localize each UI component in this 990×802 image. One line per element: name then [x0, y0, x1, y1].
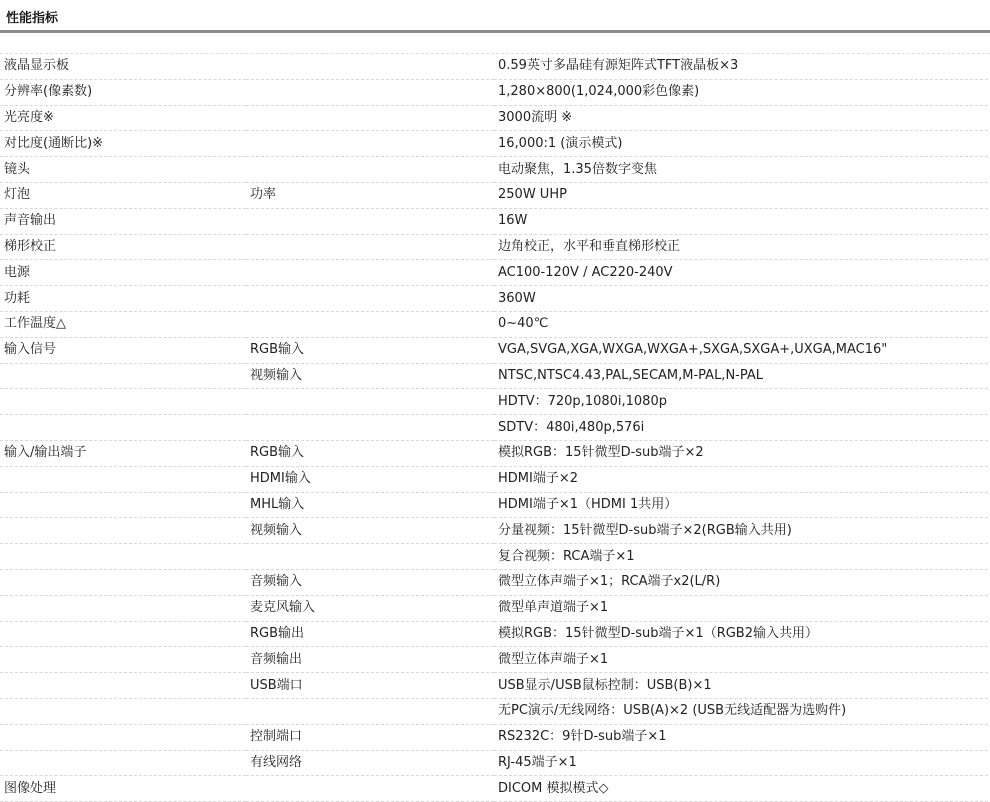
spec-value-cell: DICOM 模拟模式◇ — [494, 776, 988, 802]
spec-row — [0, 157, 988, 183]
spec-table — [0, 54, 988, 802]
spec-row — [0, 595, 988, 621]
spec-row — [0, 234, 988, 260]
spec-subname-cell — [246, 208, 494, 234]
spec-value-cell: 微型立体声端子×1 — [494, 647, 988, 673]
spec-name-cell: 灯泡 — [0, 182, 246, 208]
spec-value-cell: 微型单声道端子×1 — [494, 595, 988, 621]
spec-row — [0, 363, 988, 389]
spec-name-cell — [0, 389, 246, 415]
spec-name-cell — [0, 647, 246, 673]
spec-row — [0, 569, 988, 595]
spec-row — [0, 415, 988, 441]
spec-subname-cell — [246, 698, 494, 724]
spec-subname-cell: 音频输入 — [246, 569, 494, 595]
spec-subname-cell: RGB输入 — [246, 440, 494, 466]
spec-subname-cell: 视频输入 — [246, 518, 494, 544]
spec-value-cell: VGA,SVGA,XGA,WXGA,WXGA+,SXGA,SXGA+,UXGA,MAC16" — [494, 337, 988, 363]
spec-value-cell: RS232C：9针D-sub端子×1 — [494, 724, 988, 750]
spec-value-cell: 模拟RGB：15针微型D-sub端子×1（RGB2输入共用） — [494, 621, 988, 647]
spec-name-cell: 声音输出 — [0, 208, 246, 234]
spec-row — [0, 105, 988, 131]
spec-row — [0, 389, 988, 415]
spec-value-cell: HDTV：720p,1080i,1080p — [494, 389, 988, 415]
spec-row — [0, 440, 988, 466]
spec-row — [0, 337, 988, 363]
spec-name-cell — [0, 724, 246, 750]
spec-name-cell — [0, 750, 246, 776]
spec-name-cell: 光亮度※ — [0, 105, 246, 131]
spec-subname-cell: USB端口 — [246, 673, 494, 699]
spec-value-cell: 250W UHP — [494, 182, 988, 208]
spec-name-cell — [0, 518, 246, 544]
spec-row — [0, 724, 988, 750]
section-header — [0, 0, 990, 33]
spec-subname-cell — [246, 234, 494, 260]
spec-value-cell: NTSC,NTSC4.43,PAL,SECAM,M-PAL,N-PAL — [494, 363, 988, 389]
spec-subname-cell: 视频输入 — [246, 363, 494, 389]
spec-row — [0, 621, 988, 647]
spec-row — [0, 647, 988, 673]
spec-name-cell: 对比度(通断比)※ — [0, 131, 246, 157]
spec-subname-cell: HDMI输入 — [246, 466, 494, 492]
spec-name-cell — [0, 363, 246, 389]
spec-subname-cell: RGB输入 — [246, 337, 494, 363]
spec-row — [0, 750, 988, 776]
spec-row — [0, 131, 988, 157]
spec-subname-cell: 麦克风输入 — [246, 595, 494, 621]
spec-name-cell — [0, 621, 246, 647]
spec-row — [0, 466, 988, 492]
spec-subname-cell — [246, 776, 494, 802]
spec-subname-cell — [246, 389, 494, 415]
spec-subname-cell — [246, 286, 494, 312]
spec-value-cell: 16W — [494, 208, 988, 234]
spec-name-cell — [0, 673, 246, 699]
spec-name-cell: 工作温度△ — [0, 311, 246, 337]
spec-value-cell: RJ-45端子×1 — [494, 750, 988, 776]
spec-value-cell: 分量视频：15针微型D-sub端子×2(RGB输入共用) — [494, 518, 988, 544]
spec-name-cell: 液晶显示板 — [0, 54, 246, 79]
spec-table-body — [0, 54, 988, 802]
spec-value-cell: HDMI端子×1（HDMI 1共用） — [494, 492, 988, 518]
header-spacer — [0, 33, 990, 54]
spec-subname-cell: 控制端口 — [246, 724, 494, 750]
spec-value-cell: 边角校正，水平和垂直梯形校正 — [494, 234, 988, 260]
spec-value-cell: AC100-120V / AC220-240V — [494, 260, 988, 286]
spec-subname-cell — [246, 311, 494, 337]
spec-subname-cell — [246, 79, 494, 105]
spec-name-cell: 电源 — [0, 260, 246, 286]
spec-value-cell: 模拟RGB：15针微型D-sub端子×2 — [494, 440, 988, 466]
spec-value-cell: HDMI端子×2 — [494, 466, 988, 492]
spec-name-cell: 图像处理 — [0, 776, 246, 802]
spec-value-cell: 16,000:1 (演示模式) — [494, 131, 988, 157]
spec-name-cell — [0, 569, 246, 595]
spec-subname-cell: 功率 — [246, 182, 494, 208]
spec-value-cell: 0.59英寸多晶硅有源矩阵式TFT液晶板×3 — [494, 54, 988, 79]
spec-value-cell: 电动聚焦，1.35倍数字变焦 — [494, 157, 988, 183]
spec-name-cell: 梯形校正 — [0, 234, 246, 260]
spec-subname-cell — [246, 260, 494, 286]
spec-row — [0, 673, 988, 699]
spec-value-cell: 3000流明 ※ — [494, 105, 988, 131]
spec-name-cell — [0, 492, 246, 518]
spec-value-cell: 微型立体声端子×1；RCA端子x2(L/R) — [494, 569, 988, 595]
spec-name-cell: 输入/输出端子 — [0, 440, 246, 466]
spec-name-cell: 功耗 — [0, 286, 246, 312]
spec-row — [0, 544, 988, 570]
spec-value-cell: 复合视频：RCA端子×1 — [494, 544, 988, 570]
spec-subname-cell — [246, 54, 494, 79]
spec-subname-cell: 音频输出 — [246, 647, 494, 673]
spec-name-cell: 输入信号 — [0, 337, 246, 363]
spec-value-cell: 360W — [494, 286, 988, 312]
spec-name-cell — [0, 595, 246, 621]
spec-row — [0, 182, 988, 208]
spec-subname-cell — [246, 544, 494, 570]
spec-value-cell: SDTV：480i,480p,576i — [494, 415, 988, 441]
spec-row — [0, 698, 988, 724]
spec-row — [0, 79, 988, 105]
spec-row — [0, 54, 988, 79]
spec-value-cell: 0~40℃ — [494, 311, 988, 337]
spec-row — [0, 260, 988, 286]
spec-name-cell: 镜头 — [0, 157, 246, 183]
spec-row — [0, 208, 988, 234]
spec-name-cell — [0, 544, 246, 570]
spec-subname-cell: RGB输出 — [246, 621, 494, 647]
spec-name-cell — [0, 466, 246, 492]
section-title: 性能指标 — [6, 11, 59, 26]
spec-subname-cell — [246, 131, 494, 157]
spec-name-cell — [0, 698, 246, 724]
spec-value-cell: USB显示/USB鼠标控制：USB(B)×1 — [494, 673, 988, 699]
spec-row — [0, 518, 988, 544]
spec-row — [0, 776, 988, 802]
spec-row — [0, 492, 988, 518]
spec-row — [0, 286, 988, 312]
spec-subname-cell — [246, 415, 494, 441]
spec-name-cell: 分辨率(像素数) — [0, 79, 246, 105]
spec-subname-cell: 有线网络 — [246, 750, 494, 776]
spec-value-cell: 无PC演示/无线网络：USB(A)×2 (USB无线适配器为选购件) — [494, 698, 988, 724]
spec-value-cell: 1,280×800(1,024,000彩色像素) — [494, 79, 988, 105]
spec-name-cell — [0, 415, 246, 441]
spec-subname-cell — [246, 105, 494, 131]
spec-subname-cell — [246, 157, 494, 183]
spec-subname-cell: MHL输入 — [246, 492, 494, 518]
spec-row — [0, 311, 988, 337]
